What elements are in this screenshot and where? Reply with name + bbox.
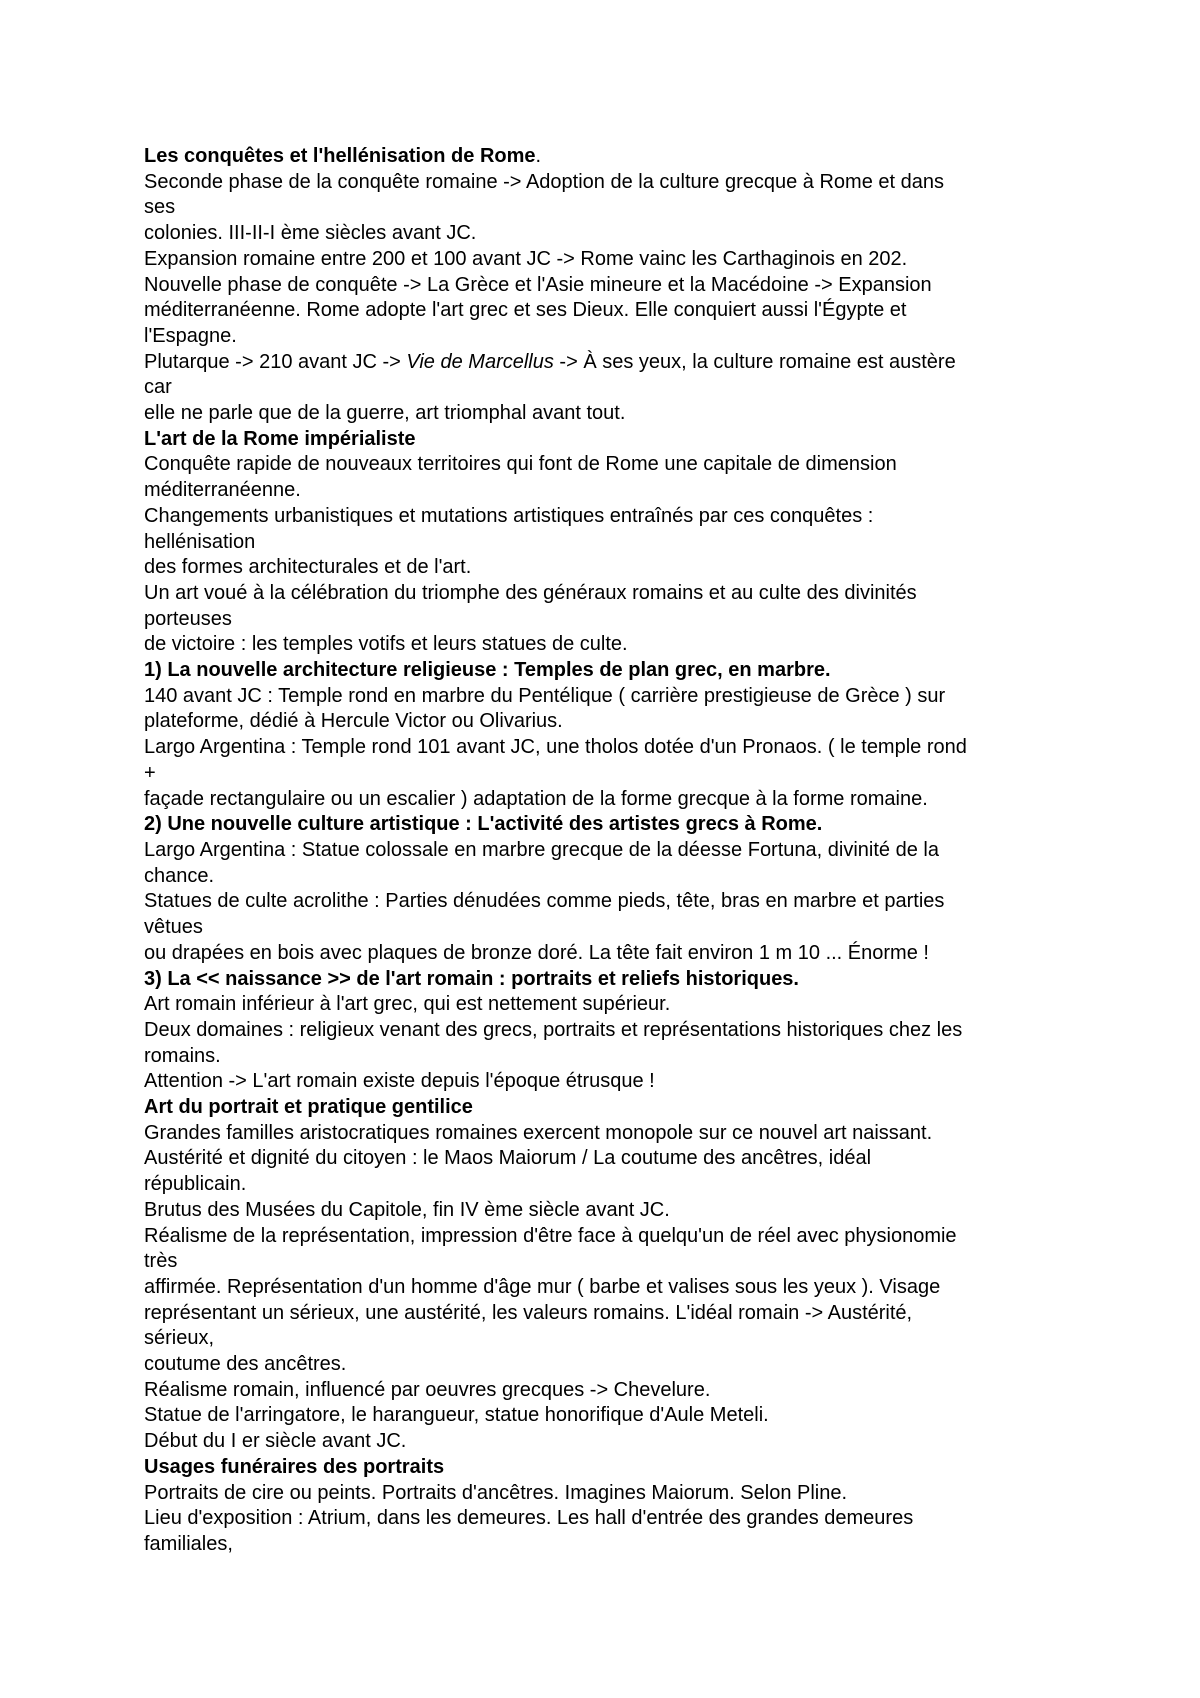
document-page <box>144 144 1084 1558</box>
line-text: Réalisme romain, influencé par oeuvres grecques -> Chevelure. <box>144 1378 711 1401</box>
line-text: porteuses <box>144 607 232 630</box>
line-text: Brutus des Musées du Capitole, fin IV ème siècle avant JC. <box>144 1198 670 1221</box>
line-text: sérieux, <box>144 1327 215 1350</box>
text-line <box>144 838 1084 864</box>
text-line <box>144 221 1084 247</box>
text-line <box>144 1198 1084 1224</box>
text-line <box>144 581 1084 607</box>
line-text: Grandes familles aristocratiques romaines exercent monopole sur ce nouvel art naissant. <box>144 1121 933 1144</box>
text-line <box>144 761 1084 787</box>
line-text: L'art de la Rome impérialiste <box>144 427 416 450</box>
line-text: Conquête rapide de nouveaux territoires qui font de Rome une capitale de dimension <box>144 453 897 476</box>
line-text: Art romain inférieur à l'art grec, qui est nettement supérieur. <box>144 993 671 1016</box>
text-line <box>144 1249 1084 1275</box>
line-text: Statue de l'arringatore, le harangueur, statue honorifique d'Aule Meteli. <box>144 1404 769 1427</box>
line-text: coutume des ancêtres. <box>144 1353 347 1376</box>
text-line <box>144 170 1084 196</box>
section-heading <box>144 144 1084 170</box>
line-text: 1) La nouvelle architecture religieuse : Temples de plan grec, en marbre. <box>144 659 831 682</box>
text-line <box>144 1018 1084 1044</box>
text-line <box>144 1429 1084 1455</box>
line-text: Art du portrait et pratique gentilice <box>144 1096 473 1119</box>
text-line <box>144 1352 1084 1378</box>
text-line <box>144 273 1084 299</box>
line-text: 3) La << naissance >> de l'art romain : portraits et reliefs historiques. <box>144 967 799 990</box>
text-line <box>144 1301 1084 1327</box>
line-text: Seconde phase de la conquête romaine -> Adoption de la culture grecque à Rome et dans <box>144 170 944 193</box>
line-text: Attention -> L'art romain existe depuis l'époque étrusque ! <box>144 1070 655 1093</box>
text-line <box>144 555 1084 581</box>
line-text: + <box>144 761 156 784</box>
text-line <box>144 684 1084 710</box>
line-text: méditerranéenne. Rome adopte l'art grec et ses Dieux. Elle conquiert aussi l'Égypte et <box>144 299 907 322</box>
text-line <box>144 1172 1084 1198</box>
text-line <box>144 1481 1084 1507</box>
line-text: méditerranéenne. <box>144 479 301 502</box>
line-text: de victoire : les temples votifs et leurs statues de culte. <box>144 633 628 656</box>
line-tail: . <box>535 145 542 167</box>
line-text: familiales, <box>144 1532 233 1555</box>
line-text: 140 avant JC : Temple rond en marbre du Pentélique ( carrière prestigieuse de Grèce ) sur <box>144 684 946 707</box>
text-line <box>144 375 1084 401</box>
text-line <box>144 1378 1084 1404</box>
line-text: romains. <box>144 1044 221 1067</box>
text-line <box>144 787 1084 813</box>
text-line <box>144 1326 1084 1352</box>
text-line <box>144 992 1084 1018</box>
line-text: ses <box>144 196 176 219</box>
line-text: Début du I er siècle avant JC. <box>144 1430 407 1453</box>
line-text: elle ne parle que de la guerre, art triomphal avant tout. <box>144 402 626 425</box>
text-line <box>144 1069 1084 1095</box>
line-text: Les conquêtes et l'hellénisation de Rome <box>144 145 536 167</box>
text-line <box>144 1121 1084 1147</box>
text-line <box>144 452 1084 478</box>
text-line <box>144 350 1084 376</box>
section-heading <box>144 1095 1084 1121</box>
text-line <box>144 247 1084 273</box>
text-line <box>144 1532 1084 1558</box>
section-heading <box>144 967 1084 993</box>
line-text: ou drapées en bois avec plaques de bronze doré. La tête fait environ 1 m 10 ... Énorme ! <box>144 941 929 964</box>
line-text: Un art voué à la célébration du triomphe des généraux romains et au culte des divinités <box>144 581 917 604</box>
text-segment: Plutarque -> 210 avant JC -> <box>144 350 407 373</box>
text-segment: -> À ses yeux, la culture romaine est austère <box>553 350 956 373</box>
section-heading <box>144 1455 1084 1481</box>
line-text: Nouvelle phase de conquête -> La Grèce et l'Asie mineure et la Macédoine -> Expansion <box>144 273 932 296</box>
text-line <box>144 1044 1084 1070</box>
line-text: affirmée. Représentation d'un homme d'âge mur ( barbe et valises sous les yeux ). Visage <box>144 1275 941 1298</box>
line-text: très <box>144 1250 178 1273</box>
text-line <box>144 889 1084 915</box>
line-text: Statues de culte acrolithe : Parties dénudées comme pieds, tête, bras en marbre et parties <box>144 890 945 913</box>
line-text: hellénisation <box>144 530 256 553</box>
line-text: représentant un sérieux, une austérité, les valeurs romains. L'idéal romain -> Austérité, <box>144 1301 913 1324</box>
line-text: Austérité et dignité du citoyen : le Maos Maiorum / La coutume des ancêtres, idéal <box>144 1147 872 1170</box>
section-heading <box>144 658 1084 684</box>
text-line <box>144 1403 1084 1429</box>
text-line <box>144 632 1084 658</box>
text-line <box>144 735 1084 761</box>
line-text: Largo Argentina : Temple rond 101 avant JC, une tholos dotée d'un Pronaos. ( le temple rond <box>144 736 967 759</box>
text-line <box>144 1275 1084 1301</box>
text-line <box>144 1224 1084 1250</box>
section-heading <box>144 812 1084 838</box>
text-line <box>144 195 1084 221</box>
text-line <box>144 324 1084 350</box>
line-text: plateforme, dédié à Hercule Victor ou Olivarius. <box>144 710 563 733</box>
line-text: Usages funéraires des portraits <box>144 1455 445 1478</box>
line-text: Changements urbanistiques et mutations artistiques entraînés par ces conquêtes : <box>144 504 874 527</box>
line-text: Portraits de cire ou peints. Portraits d'ancêtres. Imagines Maiorum. Selon Pline. <box>144 1481 848 1504</box>
text-line <box>144 864 1084 890</box>
section-heading <box>144 427 1084 453</box>
text-line <box>144 709 1084 735</box>
line-text: l'Espagne. <box>144 324 237 347</box>
text-line <box>144 530 1084 556</box>
line-text: Lieu d'exposition : Atrium, dans les demeures. Les hall d'entrée des grandes demeures <box>144 1507 914 1530</box>
text-line <box>144 401 1084 427</box>
line-text: des formes architecturales et de l'art. <box>144 556 472 579</box>
italic-title: Vie de Marcellus <box>406 350 554 373</box>
line-text: républicain. <box>144 1173 247 1196</box>
line-text: façade rectangulaire ou un escalier ) adaptation de la forme grecque à la forme romaine. <box>144 787 928 810</box>
line-text: Deux domaines : religieux venant des grecs, portraits et représentations historiques chez les <box>144 1018 963 1041</box>
line-text: colonies. III-II-I ème siècles avant JC. <box>144 222 477 245</box>
line-text: Largo Argentina : Statue colossale en marbre grecque de la déesse Fortuna, divinité de la <box>144 838 939 861</box>
line-text: car <box>144 376 172 399</box>
text-line <box>144 607 1084 633</box>
line-text: 2) Une nouvelle culture artistique : L'activité des artistes grecs à Rome. <box>144 813 823 836</box>
line-text: chance. <box>144 864 215 887</box>
line-text: Réalisme de la représentation, impression d'être face à quelqu'un de réel avec physionomie <box>144 1224 957 1247</box>
text-line <box>144 1506 1084 1532</box>
text-line <box>144 1146 1084 1172</box>
text-line <box>144 298 1084 324</box>
line-text: Expansion romaine entre 200 et 100 avant JC -> Rome vainc les Carthaginois en 202. <box>144 247 908 270</box>
line-text: vêtues <box>144 916 203 939</box>
text-line <box>144 941 1084 967</box>
text-line <box>144 504 1084 530</box>
text-line <box>144 915 1084 941</box>
text-line <box>144 478 1084 504</box>
